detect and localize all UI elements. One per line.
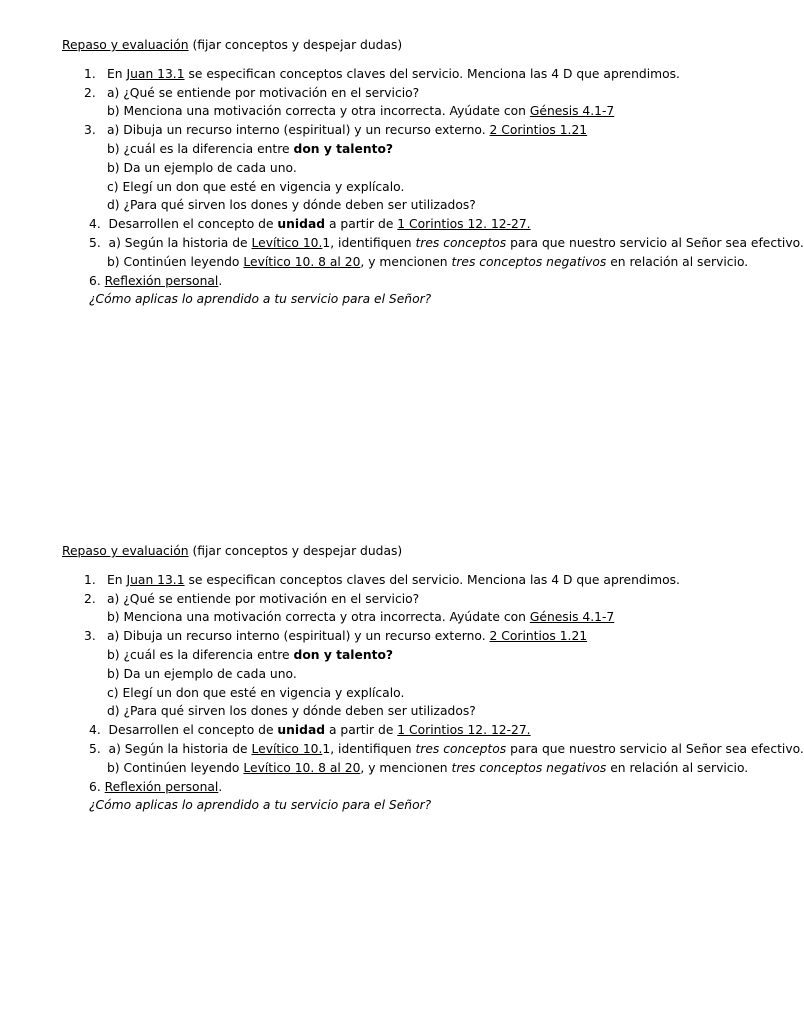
heading-subtitle: (fijar conceptos y despejar dudas) <box>188 38 403 52</box>
list-item-4 <box>62 215 752 234</box>
italic-term: tres conceptos <box>415 741 507 756</box>
item-number: 4. <box>89 217 101 232</box>
list-item-4 <box>62 721 752 740</box>
item-number: 6. <box>89 273 101 288</box>
item-text: b) ¿cuál es la diferencia entre <box>107 647 294 662</box>
bible-reference: 2 Corintios 1.21 <box>489 629 588 644</box>
bible-reference: Levítico 10. 8 al 20 <box>243 254 361 269</box>
item-text: b) Continúen leyendo <box>107 254 244 269</box>
reflection-label: Reflexión personal <box>104 779 219 794</box>
reflection-label: Reflexión personal <box>104 273 219 288</box>
question-text: ¿Cómo aplicas lo aprendido a tu servicio para el Señor? <box>89 798 432 813</box>
reflection-question <box>62 796 752 815</box>
bible-reference: Génesis 4.1-7 <box>529 610 615 625</box>
list-subitem <box>62 646 752 665</box>
italic-term: tres conceptos negativos <box>451 760 607 775</box>
item-text: a partir de <box>325 723 398 738</box>
item-text: se especifican conceptos claves del servicio. Menciona las 4 D que aprendimos. <box>184 572 680 587</box>
item-text: b) Menciona una motivación correcta y otra incorrecta. Ayúdate con <box>107 610 530 625</box>
item-number: 3. <box>84 629 96 644</box>
bible-reference: 1 Corintios 12. 12-27. <box>397 217 531 232</box>
heading-subtitle: (fijar conceptos y despejar dudas) <box>188 544 403 558</box>
bold-term: don y talento? <box>293 141 394 156</box>
item-number: 2. <box>84 85 96 100</box>
list-item-6 <box>62 272 752 291</box>
item-text: b) Continúen leyendo <box>107 760 244 775</box>
list-subitem: c) Elegí un don que esté en vigencia y explícalo. <box>107 685 405 700</box>
item-text: Desarrollen el concepto de <box>100 217 278 232</box>
reflection-question <box>62 290 752 309</box>
list-subitem <box>62 102 752 121</box>
item-text: para que nuestro servicio al Señor sea efectivo. <box>506 235 804 250</box>
item-text: en relación al servicio. <box>606 254 749 269</box>
list-subitem <box>62 253 752 272</box>
list-item-3 <box>62 627 752 646</box>
item-text: a) ¿Qué se entiende por motivación en el servicio? <box>107 85 420 100</box>
item-text: En <box>107 572 127 587</box>
item-text: se especifican conceptos claves del servicio. Menciona las 4 D que aprendimos. <box>184 66 680 81</box>
item-text: En <box>107 66 127 81</box>
list-item-5 <box>62 234 804 253</box>
list-item-5 <box>62 740 804 759</box>
item-text: a) Según la historia de <box>100 741 252 756</box>
italic-term: tres conceptos <box>415 235 507 250</box>
item-text: 1, identifiquen <box>322 235 416 250</box>
list-item-2 <box>62 84 752 103</box>
item-text: , y mencionen <box>360 254 452 269</box>
heading-title: Repaso y evaluación <box>62 38 189 52</box>
bible-reference: Juan 13.1 <box>126 572 185 587</box>
item-text: a) Según la historia de <box>100 235 252 250</box>
item-text: 1, identifiquen <box>322 741 416 756</box>
item-text: Desarrollen el concepto de <box>100 723 278 738</box>
item-text: b) ¿cuál es la diferencia entre <box>107 141 294 156</box>
item-text: . <box>218 273 223 288</box>
list-subitem: b) Da un ejemplo de cada uno. <box>107 160 297 175</box>
item-text: a partir de <box>325 217 398 232</box>
bold-term: unidad <box>277 217 326 232</box>
bible-reference: Juan 13.1 <box>126 66 185 81</box>
list-item-6 <box>62 778 752 797</box>
section-heading <box>62 36 752 55</box>
item-number: 3. <box>84 123 96 138</box>
bible-reference: 1 Corintios 12. 12-27. <box>397 723 531 738</box>
bible-reference: Levítico 10. 8 al 20 <box>243 760 361 775</box>
list-subitem: d) ¿Para qué sirven los dones y dónde deben ser utilizados? <box>107 198 476 213</box>
bold-term: don y talento? <box>293 647 394 662</box>
item-text: a) Dibuja un recurso interno (espiritual) y un recurso externo. <box>107 123 490 138</box>
item-number: 1. <box>84 66 96 81</box>
bible-reference: Levítico 10. <box>251 741 323 756</box>
list-item-1 <box>62 571 752 590</box>
item-text: a) Dibuja un recurso interno (espiritual) y un recurso externo. <box>107 629 490 644</box>
item-text: a) ¿Qué se entiende por motivación en el servicio? <box>107 591 420 606</box>
list-subitem <box>62 608 752 627</box>
item-number: 5. <box>89 741 101 756</box>
list-item-2 <box>62 590 752 609</box>
item-text: para que nuestro servicio al Señor sea efectivo. <box>506 741 804 756</box>
item-text: . <box>218 779 223 794</box>
list-subitem: b) Da un ejemplo de cada uno. <box>107 666 297 681</box>
list-subitem <box>62 759 752 778</box>
item-number: 6. <box>89 779 101 794</box>
list-subitem: c) Elegí un don que esté en vigencia y explícalo. <box>107 179 405 194</box>
bible-reference: Levítico 10. <box>251 235 323 250</box>
item-text: en relación al servicio. <box>606 760 749 775</box>
section-heading <box>62 542 752 561</box>
bold-term: unidad <box>277 723 326 738</box>
item-number: 2. <box>84 591 96 606</box>
bible-reference: 2 Corintios 1.21 <box>489 123 588 138</box>
review-section <box>62 542 804 815</box>
item-text: , y mencionen <box>360 760 452 775</box>
list-item-1 <box>62 65 752 84</box>
list-subitem: d) ¿Para qué sirven los dones y dónde deben ser utilizados? <box>107 704 476 719</box>
list-subitem <box>62 140 752 159</box>
italic-term: tres conceptos negativos <box>451 254 607 269</box>
review-section <box>62 36 804 309</box>
item-text: b) Menciona una motivación correcta y otra incorrecta. Ayúdate con <box>107 104 530 119</box>
item-number: 5. <box>89 235 101 250</box>
item-number: 1. <box>84 572 96 587</box>
heading-title: Repaso y evaluación <box>62 544 189 558</box>
item-number: 4. <box>89 723 101 738</box>
bible-reference: Génesis 4.1-7 <box>529 104 615 119</box>
list-item-3 <box>62 121 752 140</box>
question-text: ¿Cómo aplicas lo aprendido a tu servicio para el Señor? <box>89 292 432 307</box>
